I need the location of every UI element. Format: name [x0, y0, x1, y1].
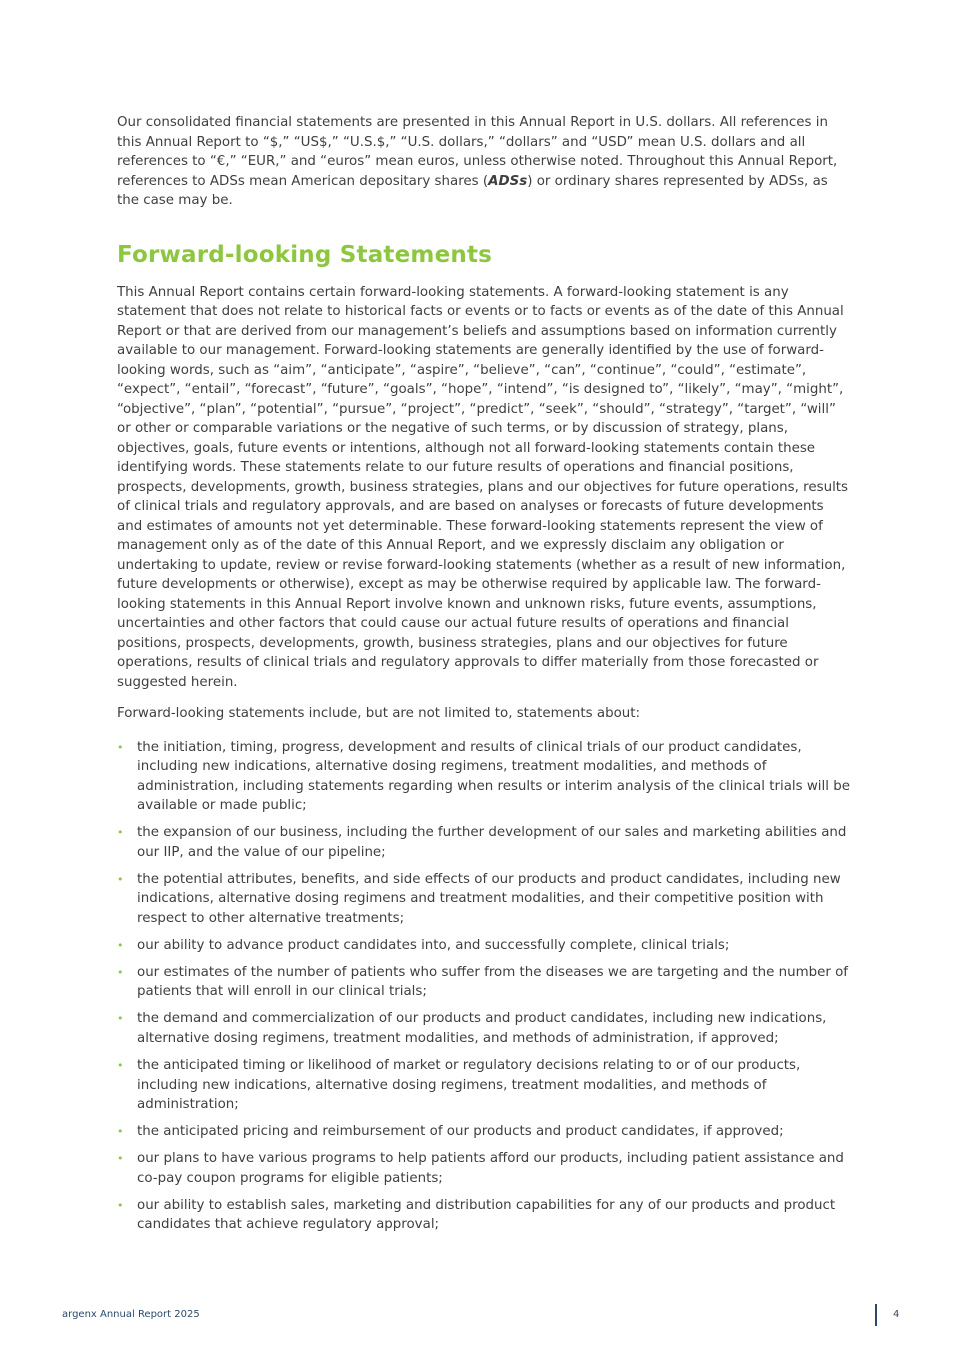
bullet-icon: •: [117, 1125, 124, 1139]
list-item: • the anticipated pricing and reimbursement of our products and product candidates, if approved;: [117, 1122, 852, 1142]
list-item: • the expansion of our business, including the further development of our sales and marketing abilities and our IIP, and the value of our pipeline;: [117, 825, 847, 860]
bullet-icon: •: [117, 1198, 124, 1212]
bullet-icon: •: [117, 1012, 124, 1026]
bullet-lead-in: Forward-looking statements include, but are not limited to, statements about:: [117, 706, 641, 721]
list-item: • the potential attributes, benefits, and side effects of our products and product candidates, including new indications, alternative dosing regimens and treatment modalities, and their competitive position with respect to other alternative treatments;: [117, 871, 841, 926]
footer-page-number: 4: [893, 1309, 900, 1320]
bullet-icon: •: [117, 740, 124, 754]
page-content: [117, 113, 852, 1242]
intro-text-after: ) or ordinary shares represented by ADSs, as the case may be.: [117, 173, 828, 208]
forward-looking-paragraph: This Annual Report contains certain forward-looking statements. A forward-looking statement is any statement that does not relate to historical facts or events or to facts or events as of the date of this Annual Report or that are derived from our management’s beliefs and assumptions based on information currently available to our management. Forward-looking statements are generally identified by the use of forward-looking words, such as “aim”, “anticipate”, “aspire”, “believe”, “can”, “continue”, “could”, “estimate”, “expect”, “entail”, “forecast”, “future”, “goals”, “hope”, “intend”, “is designed to”, “likely”, “may”, “might”, “objective”, “plan”, “potential”, “pursue”, “project”, “predict”, “seek”, “should”, “strategy”, “target”, “will” or other or comparable variations or the negative of such terms, or by discussion of strategy, plans, objectives, goals, future events or intentions, although not all forward-looking statements contain these identifying words. These statements relate to our future results of operations and financial positions, prospects, developments, growth, business strategies, plans and our objectives for future operations, results of clinical trials and regulatory approvals, and are based on analyses or forecasts of future developments and estimates of amounts not yet determinable. These forward-looking statements represent the view of management only as of the date of this Annual Report, and we expressly disclaim any obligation or undertaking to update, review or revise forward-looking statements (whether as a result of new information, future developments or otherwise), except as may be otherwise required by applicable law. The forward-looking statements in this Annual Report involve known and unknown risks, future events, assumptions, uncertainties and other factors that could cause our actual future results of operations and financial positions, prospects, developments, growth, business strategies, plans and our objectives for future operations, results of clinical trials and regulatory approvals to differ materially from those forecasted or suggested herein.: [117, 284, 849, 690]
footer-divider: [875, 1304, 877, 1326]
list-item: • the anticipated timing or likelihood of market or regulatory decisions relating to or of our products, including new indications, alternative dosing regimens, treatment modalities, and methods of administration;: [117, 1058, 801, 1113]
bullet-icon: •: [117, 938, 124, 952]
section-heading: Forward-looking Statements: [117, 241, 493, 268]
list-item: • the initiation, timing, progress, development and results of clinical trials of our product candidates, including new indications, alternative dosing regimens, treatment modalities, and methods of administration, including statements regarding when results or interim analysis of the clinical trials will be available or made public;: [117, 739, 850, 813]
bullet-icon: •: [117, 965, 124, 979]
intro-emphasis: ADSs: [488, 173, 528, 189]
bullet-icon: •: [117, 826, 124, 840]
list-item: • our ability to advance product candidates into, and successfully complete, clinical trials;: [117, 936, 852, 956]
bullet-icon: •: [117, 1059, 124, 1073]
bullet-list: [117, 738, 852, 1235]
list-item: • the demand and commercialization of our products and product candidates, including new indications, alternative dosing regimens, treatment modalities, and methods of administration, if approved;: [117, 1011, 827, 1046]
intro-paragraph: [117, 113, 852, 211]
bullet-icon: •: [117, 872, 124, 886]
list-item: • our plans to have various programs to help patients afford our products, including patient assistance and co-pay coupon programs for eligible patients;: [117, 1151, 844, 1186]
list-item: • our ability to establish sales, marketing and distribution capabilities for any of our products and product candidates that achieve regulatory approval;: [117, 1197, 836, 1233]
footer-report-title: argenx Annual Report 2025: [62, 1309, 200, 1320]
bullet-icon: •: [117, 1152, 124, 1166]
list-item: • our estimates of the number of patients who suffer from the diseases we are targeting and the number of patients that will enroll in our clinical trials;: [117, 964, 849, 1000]
intro-text-before: Our consolidated financial statements are presented in this Annual Report in U.S. dollars. All references in this Annual Report to “$,” “US$,” “U.S.$,” “U.S. dollars,” “dollars” and “USD” mean U.S. dollars and all references to “€,” “EUR,” and “euros” mean euros, unless otherwise noted. Throughout this Annual Report, references to ADSs mean American depositary shares (: [117, 115, 838, 189]
